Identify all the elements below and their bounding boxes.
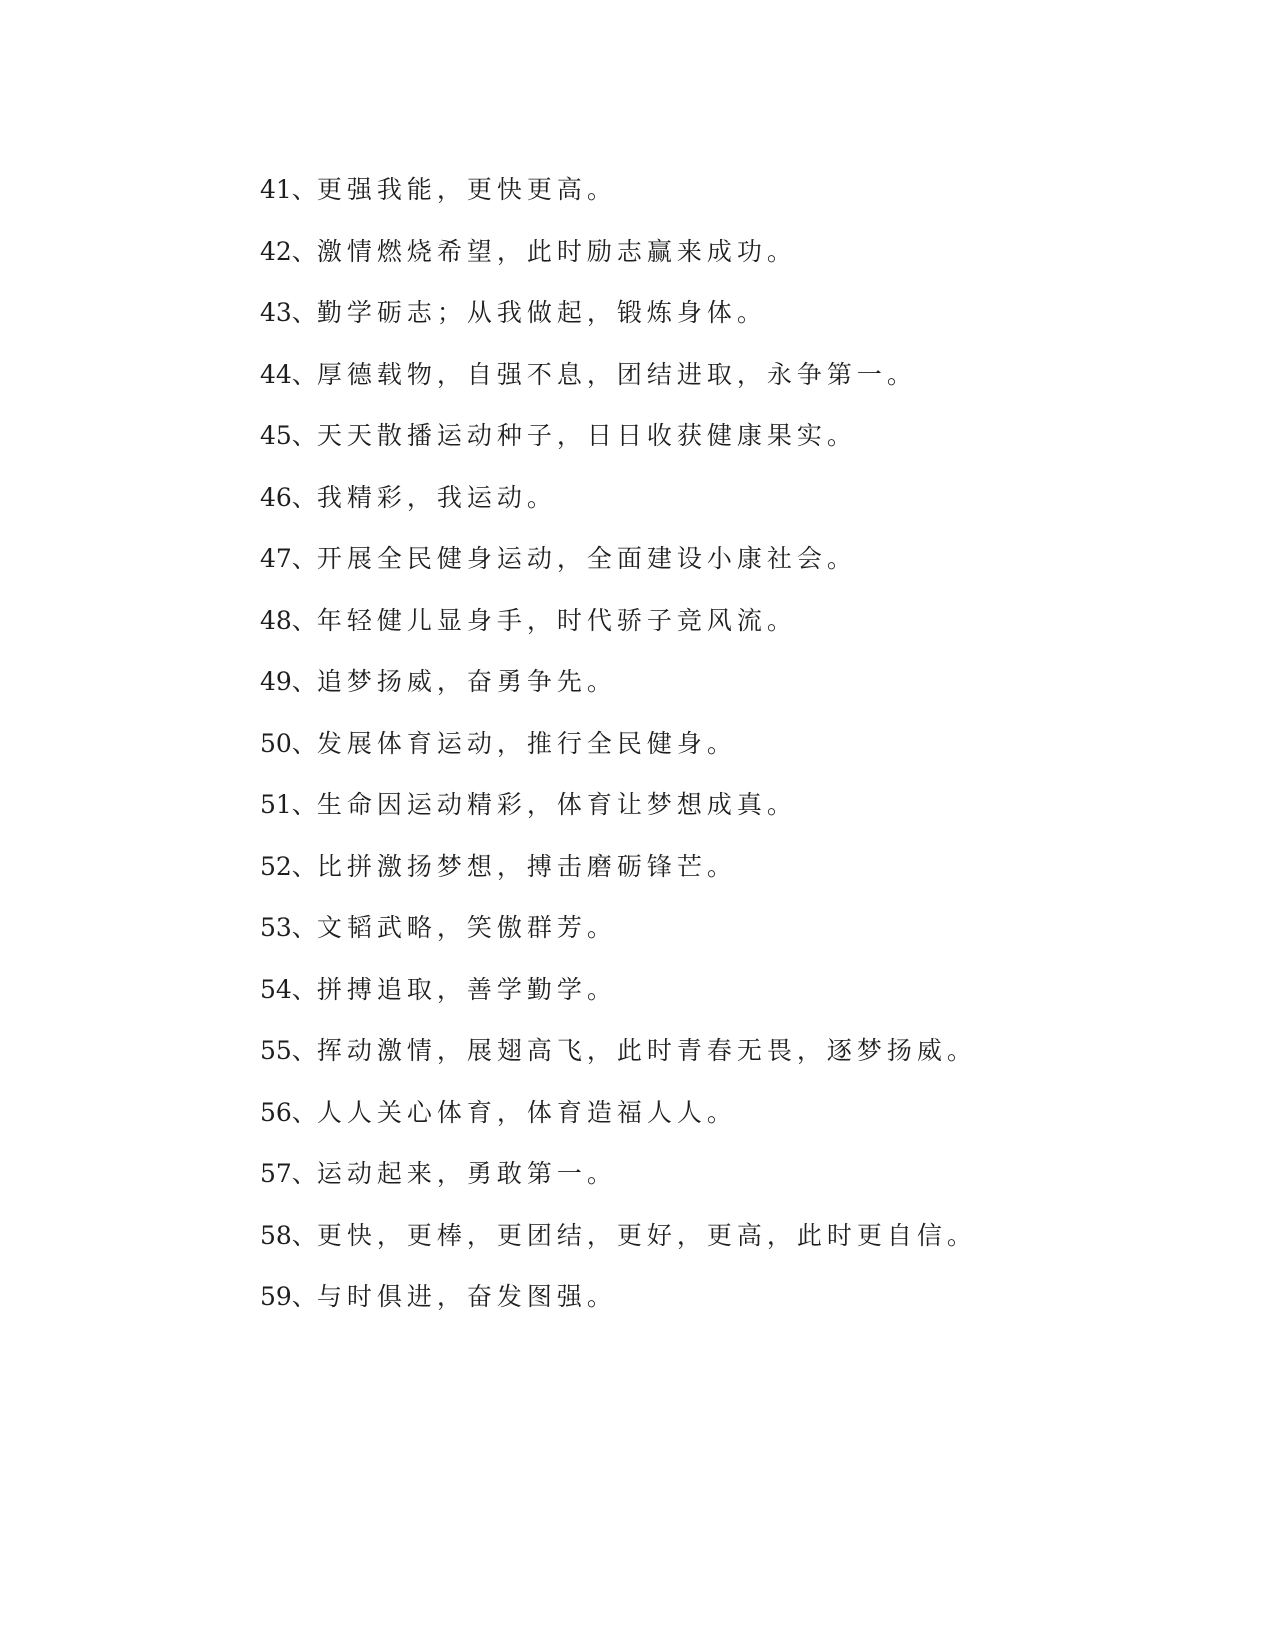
- item-number: 52、: [260, 851, 317, 881]
- list-item: [260, 970, 977, 1032]
- item-text: 与时俱进，奋发图强。: [316, 1282, 617, 1311]
- slogan-list: [260, 170, 977, 1339]
- list-item: [260, 908, 977, 970]
- item-text: 人人关心体育，体育造福人人。: [316, 1097, 737, 1127]
- item-text: 文韬武略，笑傲群芳。: [316, 913, 617, 942]
- list-item: [260, 478, 977, 540]
- list-item: [260, 601, 977, 663]
- item-number: 41、: [260, 175, 317, 204]
- item-text: 勤学砺志；从我做起，锻炼身体。: [316, 298, 767, 327]
- item-text: 运动起来，勇敢第一。: [316, 1159, 617, 1188]
- item-text: 追梦扬威，奋勇争先。: [316, 667, 617, 696]
- item-number: 43、: [260, 298, 317, 327]
- list-item: [260, 724, 977, 786]
- list-item: [260, 170, 977, 232]
- item-number: 51、: [260, 790, 317, 819]
- item-number: 55、: [260, 1036, 317, 1065]
- list-item: [260, 847, 977, 909]
- list-item: [260, 1154, 977, 1216]
- item-number: 42、: [260, 236, 317, 266]
- list-item: [260, 662, 977, 724]
- item-number: 49、: [260, 667, 317, 696]
- item-number: 47、: [260, 544, 317, 573]
- item-number: 54、: [260, 974, 317, 1004]
- list-item: [260, 1031, 977, 1093]
- item-number: 45、: [260, 421, 317, 450]
- item-text: 挥动激情，展翅高飞，此时青春无畏，逐梦扬威。: [316, 1036, 977, 1065]
- list-item: [260, 785, 977, 847]
- item-text: 更快，更棒，更团结，更好，更高，此时更自信。: [316, 1220, 977, 1250]
- list-item: [260, 355, 977, 417]
- list-item: [260, 1277, 977, 1339]
- list-item: [260, 416, 977, 478]
- item-text: 拼搏追取，善学勤学。: [316, 974, 617, 1004]
- item-text: 生命因运动精彩，体育让梦想成真。: [316, 790, 797, 819]
- item-text: 天天散播运动种子，日日收获健康果实。: [316, 421, 857, 450]
- item-text: 年轻健儿显身手，时代骄子竞风流。: [316, 605, 797, 635]
- list-item: [260, 1216, 977, 1278]
- item-text: 开展全民健身运动，全面建设小康社会。: [316, 544, 857, 573]
- item-number: 48、: [260, 605, 317, 635]
- list-item: [260, 232, 977, 294]
- item-number: 53、: [260, 913, 317, 942]
- item-text: 比拼激扬梦想，搏击磨砺锋芒。: [316, 851, 737, 881]
- item-text: 激情燃烧希望，此时励志赢来成功。: [316, 236, 797, 266]
- item-number: 58、: [260, 1220, 317, 1250]
- list-item: [260, 1093, 977, 1155]
- item-number: 50、: [260, 728, 317, 758]
- list-item: [260, 539, 977, 601]
- item-text: 发展体育运动，推行全民健身。: [316, 728, 737, 758]
- item-text: 更强我能，更快更高。: [316, 175, 617, 204]
- item-number: 57、: [260, 1159, 317, 1188]
- item-text: 我精彩，我运动。: [316, 482, 557, 512]
- list-item: [260, 293, 977, 355]
- item-text: 厚德载物，自强不息，团结进取，永争第一。: [316, 359, 917, 389]
- item-number: 59、: [260, 1282, 317, 1311]
- item-number: 46、: [260, 482, 317, 512]
- item-number: 56、: [260, 1097, 317, 1127]
- item-number: 44、: [260, 359, 317, 389]
